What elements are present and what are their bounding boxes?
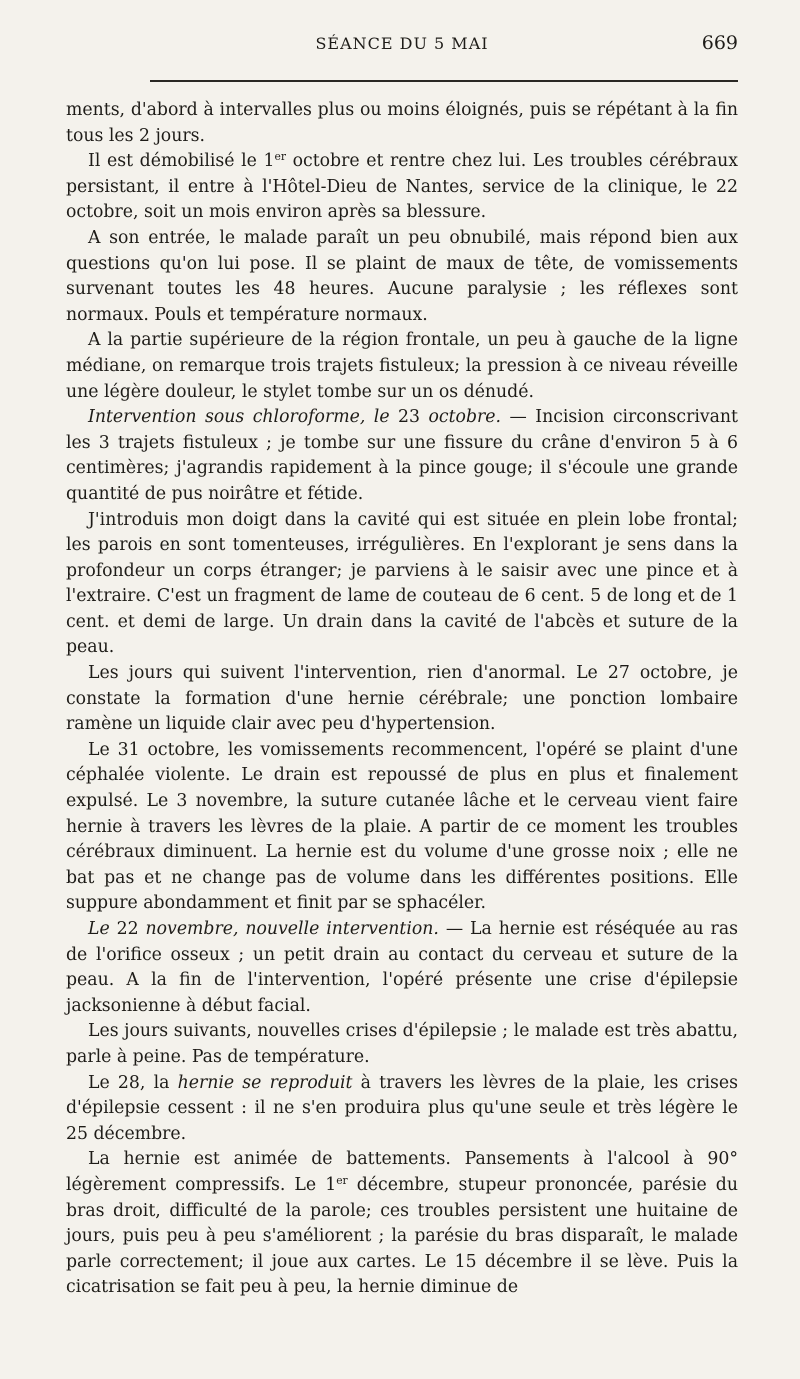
paragraph bbox=[66, 1071, 738, 1148]
paragraph bbox=[66, 98, 738, 149]
paragraph bbox=[66, 917, 738, 1019]
paragraph bbox=[66, 226, 738, 328]
paragraph bbox=[66, 149, 738, 226]
paragraph bbox=[66, 661, 738, 738]
page-number: 669 bbox=[701, 32, 738, 54]
text-run: ments, d'abord à intervalles plus ou moins éloignés, puis se répétant à la fin tous les 2 jours. bbox=[66, 100, 738, 146]
italic-text: octobre. bbox=[428, 407, 502, 428]
paragraph bbox=[66, 405, 738, 507]
paragraph bbox=[66, 328, 738, 405]
text-run: — Incision circonscrivant les 3 trajets fistuleux ; je tombe sur une fissure du crâne d'environ 5 à 6 centimères; j'agrandis rapidement à la pince gouge; il s'écoule une grande quantité de pus noirâtre et fétide. bbox=[66, 407, 738, 504]
paragraph bbox=[66, 1019, 738, 1070]
header-title: SÉANCE DU 5 MAI bbox=[315, 34, 489, 53]
paragraph bbox=[66, 738, 738, 917]
text-run: Les jours qui suivent l'intervention, rien d'anormal. Le 27 octobre, je constate la formation d'une hernie cérébrale; une ponction lombaire ramène un liquide clair avec peu d'hypertension. bbox=[66, 663, 738, 735]
text-run: 22 bbox=[109, 919, 146, 939]
paragraph bbox=[66, 1147, 738, 1301]
superscript: er bbox=[336, 1174, 348, 1188]
text-run: La hernie est animée de battements. Pansements à l'alcool à 90° légèrement compressifs. Le 1 bbox=[66, 1149, 738, 1195]
text-run: 23 bbox=[389, 407, 429, 428]
text-run: décembre, stupeur prononcée, parésie du bras droit, difficulté de la parole; ces troubles persistent une huitaine de jours, puis peu à peu s'améliorent ; la parésie du bras disparaît, le malade parle correctement; il joue aux cartes. Le 15 décembre il se lève. Puis la cicatrisation se fait peu à peu, la hernie diminue de bbox=[66, 1174, 738, 1298]
text-run: Les jours suivants, nouvelles crises d'épilepsie ; le malade est très abattu, parle à peine. Pas de température. bbox=[66, 1021, 738, 1067]
italic-text: hernie se reproduit bbox=[177, 1072, 353, 1093]
body-text bbox=[66, 98, 738, 1301]
text-run: — La hernie est réséquée au ras de l'orifice osseux ; un petit drain au contact du cerveau et suture de la peau. A la fin de l'intervention, l'opéré présente une crise d'épilepsie jacksonienne à début facial. bbox=[66, 919, 738, 1016]
text-run: Le 31 octobre, les vomissements recommencent, l'opéré se plaint d'une céphalée violente. Le drain est repoussé de plus en plus et finalement expulsé. Le 3 novembre, la suture cutanée lâche et le cerveau vient faire hernie à travers les lèvres de la plaie. A partir de ce moment les troubles cérébraux diminuent. La hernie est du volume d'une grosse noix ; elle ne bat pas et ne change pas de volume dans les différentes positions. Elle suppure abondamment et finit par se sphacéler. bbox=[66, 739, 738, 914]
text-run: Le 28, la bbox=[88, 1072, 178, 1093]
text-run: Il est démobilisé le 1 bbox=[88, 151, 275, 172]
italic-text: Intervention sous chloroforme, le bbox=[88, 407, 390, 428]
running-header bbox=[66, 34, 738, 64]
text-run: J'introduis mon doigt dans la cavité qui est située en plein lobe frontal; les parois en sont tomenteuses, irrégulières. En l'explorant je sens dans la profondeur un corps étranger; je parviens à le saisir avec une pince et à l'extraire. C'est un fragment de lame de couteau de 6 cent. 5 de long et de 1 cent. et demi de large. Un drain dans la cavité de l'abcès et suture de la peau. bbox=[66, 509, 738, 658]
header-rule bbox=[150, 80, 738, 82]
text-run: octobre et rentre chez lui. Les troubles cérébraux persistant, il entre à l'Hôtel-Dieu de Nantes, service de la clinique, le 22 octobre, soit un mois environ après sa blessure. bbox=[66, 151, 738, 223]
italic-text: novembre, nouvelle intervention. bbox=[145, 919, 439, 939]
superscript: er bbox=[274, 150, 286, 164]
italic-text: Le bbox=[88, 919, 110, 939]
paragraph bbox=[66, 508, 738, 662]
text-run: à travers les lèvres de la plaie, les crises d'épilepsie cessent : il ne s'en produira plus qu'une seule et très légère le 25 décembre. bbox=[66, 1072, 738, 1144]
text-run: A la partie supérieure de la région frontale, un peu à gauche de la ligne médiane, on remarque trois trajets fistuleux; la pression à ce niveau réveille une légère douleur, le stylet tombe sur un os dénudé. bbox=[66, 330, 738, 402]
text-run: A son entrée, le malade paraît un peu obnubilé, mais répond bien aux questions qu'on lui pose. Il se plaint de maux de tête, de vomissements survenant toutes les 48 heures. Aucune paralysie ; les réflexes sont normaux. Pouls et température normaux. bbox=[66, 227, 738, 325]
